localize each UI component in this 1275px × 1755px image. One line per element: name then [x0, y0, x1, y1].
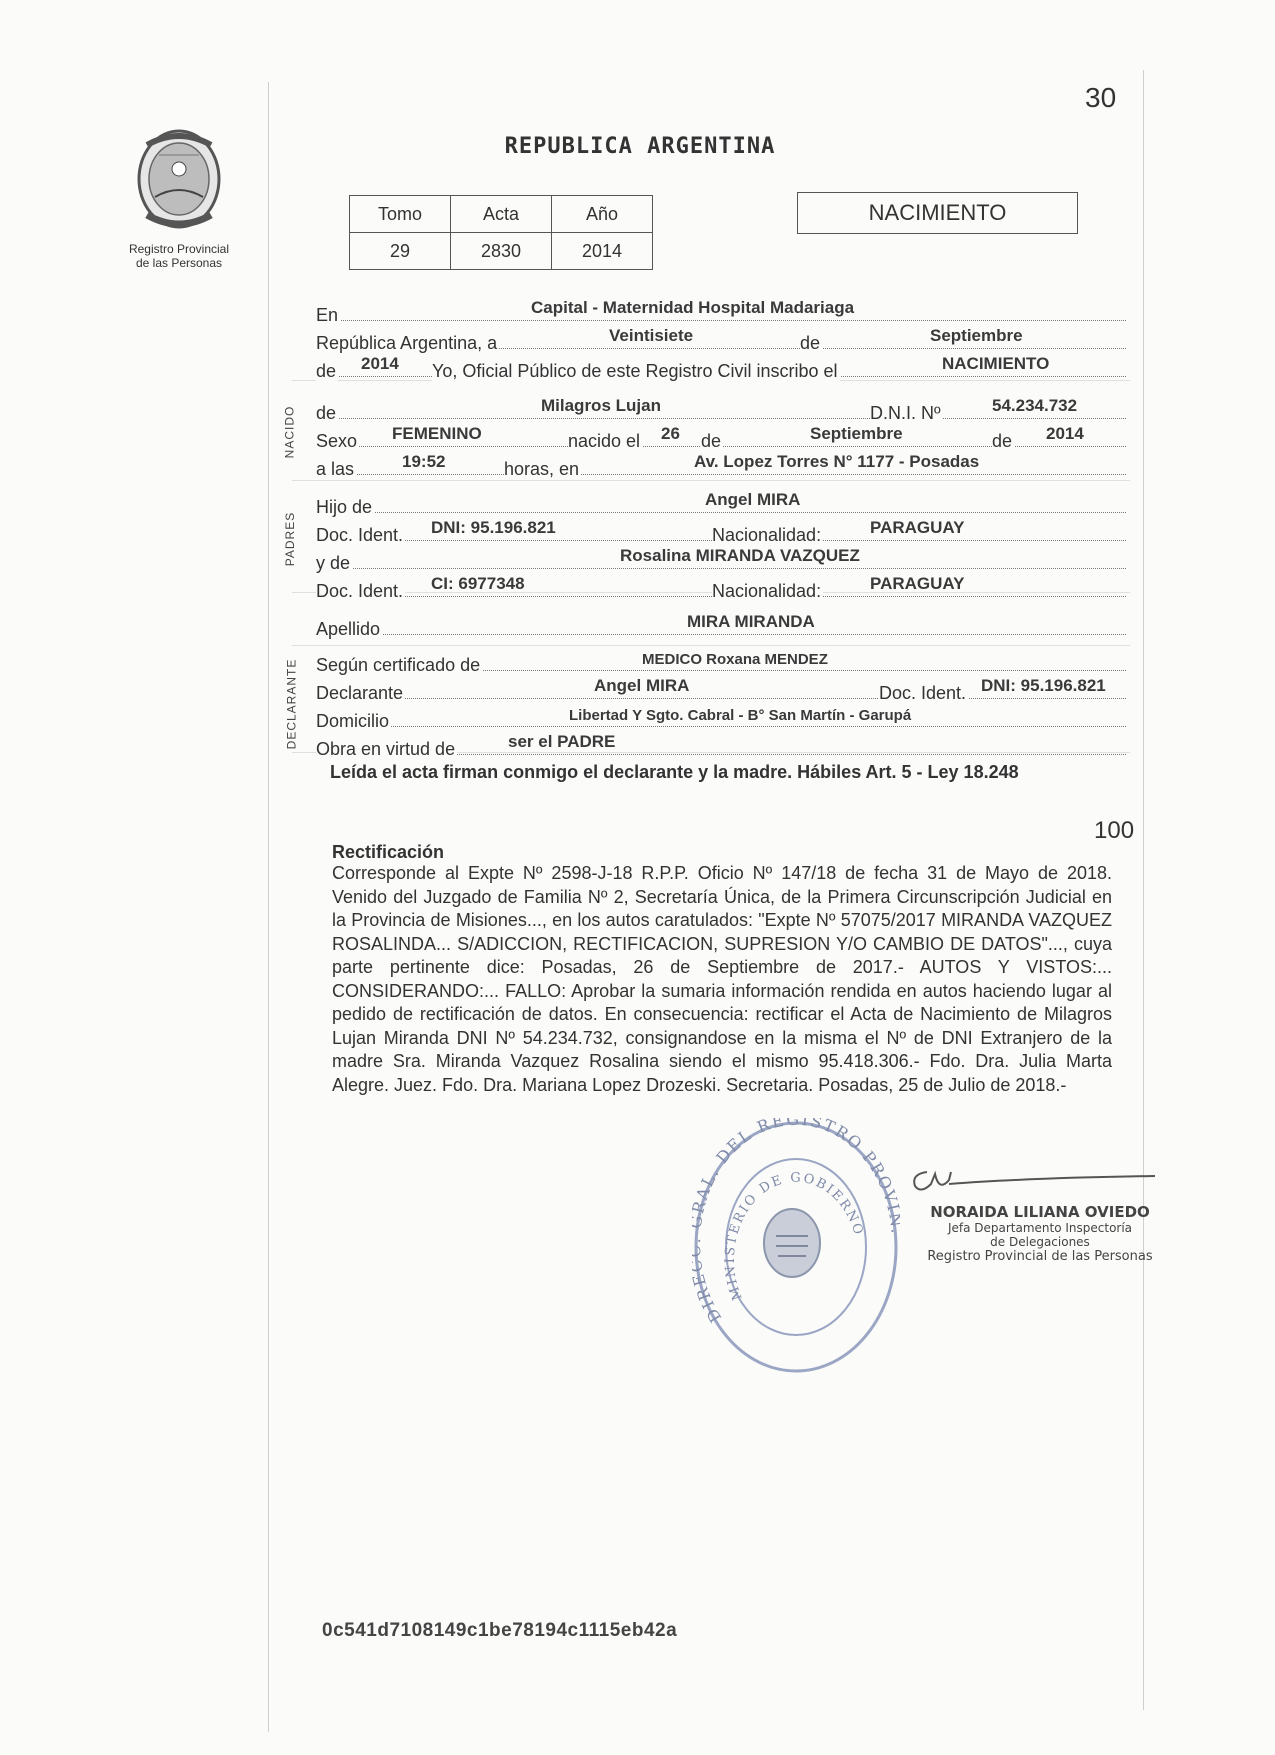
value-nacionalidad-padre: PARAGUAY [870, 518, 965, 537]
label-year-prefix: de [316, 361, 337, 381]
value-madre: Rosalina MIRANDA VAZQUEZ [620, 546, 860, 565]
registry-header-tomo: Tomo [350, 196, 451, 233]
value-dia: Veintisiete [609, 326, 694, 345]
province-logo [118, 125, 240, 275]
value-lugar-nacimiento: Av. Lopez Torres N° 1177 - Posadas [694, 452, 980, 471]
label-a-las: a las [316, 459, 355, 479]
label-horas-en: horas, en [504, 459, 580, 479]
signer-role-line3: Registro Provincial de las Personas [927, 1249, 1153, 1264]
label-en: En [316, 305, 339, 325]
value-hora: 19:52 [402, 452, 446, 471]
signer-role-line1: Jefa Departamento Inspectoría [947, 1221, 1133, 1235]
label-name-de: de [316, 403, 337, 423]
registry-value-tomo: 29 [350, 233, 451, 270]
value-doc-declarante: DNI: 95.196.821 [981, 676, 1106, 695]
registry-value-row [350, 233, 653, 270]
value-doc-madre: CI: 6977348 [431, 574, 525, 593]
field-row-hora [316, 446, 1126, 479]
label-de: de [800, 333, 821, 353]
label-y-de: y de [316, 553, 351, 573]
field-row-certificado [316, 642, 1126, 675]
section-divider [292, 480, 1130, 481]
official-stamp [692, 1118, 900, 1376]
registry-header-acta: Acta [451, 196, 552, 233]
value-certificado: MEDICO Roxana MENDEZ [642, 651, 828, 668]
field-row-doc-madre [316, 568, 1126, 601]
rectificacion-body: Corresponde al Expte Nº 2598-J-18 R.P.P. Oficio Nº 147/18 de fecha 31 de Mayo de 2018. Venido del Juzgado de Familia Nº 2, Secretaría Única, de la Primera Circunscripción Judicial en la Provincia de Misiones..., en los autos caratulados: "Expte Nº 57075/2017 MIRANDA VAZQUEZ ROSALINDA... S/ADICCION, RECTIFICACION, SUPRESION Y/O CAMBIO DE DATOS"..., cuya parte pertinente dice: Posadas, 26 de Septiembre de 2017.- AUTOS Y VISTOS:... CONSIDERANDO:... FALLO: Aprobar la sumaria información rendida en autos haciendo lugar al pedido de rectificación de datos. En consecuencia: rectificar el Acta de Nacimiento de Milagros Lujan Miranda DNI Nº 54.234.732, consignandose en la misma el Nº de DNI Extranjero de la madre Sra. Miranda Vazquez Rosalina siendo el mismo 95.418.306.- Fdo. Dra. Julia Marta Alegre. Juez. Fdo. Dra. Mariana Lopez Drozeski. Secretaria. Posadas, 25 de Julio de 2018.- [332, 863, 1112, 1095]
svg-text:MINISTERIO DE GOBIERNO: MINISTERIO DE GOBIERNO [722, 1170, 867, 1303]
label-nacionalidad-padre: Nacionalidad: [712, 525, 822, 545]
signer-name: NORAIDA LILIANA OVIEDO [930, 1203, 1150, 1221]
field-row-sexo [316, 418, 1126, 451]
signature-block [905, 1162, 1175, 1264]
section-label-padres: PADRES [283, 511, 298, 567]
value-anio: 2014 [361, 354, 399, 373]
stamp-seal-icon [692, 1118, 900, 1376]
registry-header-row [350, 196, 653, 233]
left-margin-line [268, 82, 269, 1732]
field-row-en [316, 292, 1126, 325]
field-row-fecha [316, 320, 1126, 353]
label-doc-padre: Doc. Ident. [316, 525, 404, 545]
value-declarante: Angel MIRA [594, 676, 690, 695]
section-label-nacido: NACIDO [282, 405, 297, 459]
value-domicilio: Libertad Y Sgto. Cabral - B° San Martín - Garupá [569, 707, 912, 724]
registry-header-anio: Año [552, 196, 653, 233]
value-dia-nacimiento: 26 [661, 424, 680, 443]
label-yo-oficial: Yo, Oficial Público de este Registro Civil inscribo el [432, 361, 838, 381]
svg-text:DIRECC. GRAL. DEL REGISTRO PRO: DIR AL. DEL REGISTRO PROV [692, 1118, 900, 1326]
label-doc-madre: Doc. Ident. [316, 581, 404, 601]
page-number: 30 [1085, 82, 1117, 113]
margin-number-100: 100 [1094, 817, 1135, 844]
label-segun-certificado: Según certificado de [316, 655, 481, 675]
label-de-2: de [701, 431, 722, 451]
value-inscribe: NACIMIENTO [942, 354, 1050, 373]
value-nombre: Milagros Lujan [541, 396, 661, 415]
value-dni: 54.234.732 [992, 396, 1078, 415]
field-row-doc-padre [316, 512, 1126, 545]
handwritten-signature-icon [905, 1162, 1165, 1202]
label-nacido-el: nacido el [568, 431, 641, 451]
field-row-apellido [316, 606, 1126, 639]
label-domicilio: Domicilio [316, 711, 390, 731]
field-row-declarante [316, 670, 1126, 703]
registry-value-anio: 2014 [552, 233, 653, 270]
value-anio-nacimiento: 2014 [1046, 424, 1084, 443]
value-mes-nacimiento: Septiembre [810, 424, 903, 443]
registry-value-acta: 2830 [451, 233, 552, 270]
field-row-obra [316, 726, 1126, 759]
field-row-domicilio [316, 698, 1126, 731]
value-apellido: MIRA MIRANDA [687, 612, 815, 631]
right-margin-line [1143, 70, 1144, 1710]
label-hijo-de: Hijo de [316, 497, 373, 517]
label-obra-en-virtud: Obra en virtud de [316, 739, 456, 759]
value-obra: ser el PADRE [508, 732, 616, 751]
logo-label-line2: de las Personas [135, 256, 223, 270]
field-row-padre [316, 484, 1126, 517]
value-padre: Angel MIRA [705, 490, 801, 509]
label-apellido: Apellido [316, 619, 381, 639]
closing-statement: Leída el acta firman conmigo el declarante y la madre. Hábiles Art. 5 - Ley 18.248 [330, 762, 1019, 782]
section-label-declarante: DECLARANTE [284, 658, 299, 750]
value-mes: Septiembre [930, 326, 1023, 345]
label-republica: República Argentina, a [316, 333, 498, 353]
field-row-inscripcion [316, 348, 1126, 381]
value-nacionalidad-madre: PARAGUAY [870, 574, 965, 593]
signer-role-line2: de Delegaciones [990, 1235, 1090, 1249]
document-hash: 0c541d7108149c1be78194c1115eb42a [322, 1620, 678, 1641]
value-doc-padre: DNI: 95.196.821 [431, 518, 556, 537]
label-sexo: Sexo [316, 431, 358, 451]
document-title: REPUBLICA ARGENTINA [504, 134, 776, 159]
record-type-box: NACIMIENTO [797, 192, 1078, 234]
label-nacionalidad-madre: Nacionalidad: [712, 581, 822, 601]
label-doc-declarante: Doc. Ident. [879, 683, 967, 703]
registry-table [349, 195, 653, 270]
logo-label-line1: Registro Provincial [128, 242, 230, 256]
field-row-nombre [316, 390, 1126, 423]
label-dni: D.N.I. Nº [870, 403, 941, 423]
value-lugar: Capital - Maternidad Hospital Madariaga [531, 298, 855, 317]
label-declarante: Declarante [316, 683, 404, 703]
value-sexo: FEMENINO [392, 424, 482, 443]
field-row-madre [316, 540, 1126, 573]
label-de-3: de [992, 431, 1013, 451]
province-seal-icon [129, 125, 229, 233]
rectificacion-title: Rectificación [332, 842, 445, 862]
